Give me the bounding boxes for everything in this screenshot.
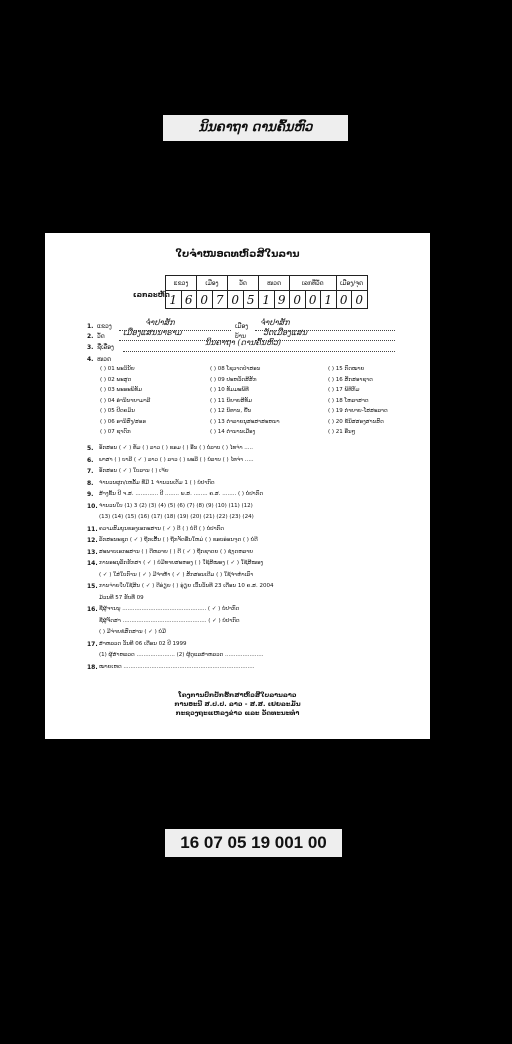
category-option: ( ) 07 ຊາດົກ xyxy=(100,429,131,435)
village-label: ບ້ານ xyxy=(235,333,246,340)
code-header: ເມືອງ xyxy=(197,276,228,291)
category-option: ( ) 06 ອານິສົງ/ສອຣ xyxy=(100,418,147,425)
form-row xyxy=(87,491,427,503)
row-number: 12. xyxy=(87,537,98,544)
category-option: ( ) 08 ໂຊວາດປ່າສອນ xyxy=(210,366,261,372)
film-code-label: 16 07 05 19 001 00 xyxy=(165,829,342,857)
row-number: 13. xyxy=(87,548,98,556)
code-header: ເລກທີ່ວັດ xyxy=(290,276,337,291)
row-number: 17. xyxy=(87,640,98,648)
form-row xyxy=(87,514,427,526)
form-row xyxy=(87,629,427,641)
row-number: 3. xyxy=(87,344,94,351)
row-number: 8. xyxy=(87,479,94,487)
village-value: ວັດເມືອງແສນ xyxy=(263,328,308,337)
film-header-label: ນິນຄາຖາ ດານຄົ້ນຫົວ xyxy=(163,115,348,141)
district-value: ຈໍາປາສັກ xyxy=(260,318,290,327)
category-column xyxy=(328,366,388,440)
code-digit: 5 xyxy=(243,291,259,309)
row-number: 6. xyxy=(87,456,94,464)
form-row xyxy=(87,572,427,584)
form-row xyxy=(87,457,427,469)
category-option: ( ) 11 ນິຍາຍສີທັມ xyxy=(210,397,253,404)
category-option: ( ) 18 ໂຫລາສາດ xyxy=(328,397,369,404)
row-number: 7. xyxy=(87,468,94,475)
form-row xyxy=(87,549,427,561)
category-option: ( ) 16 ສັກສອາຊາດ xyxy=(328,376,373,383)
code-digit: 0 xyxy=(290,291,306,309)
row-number: 4. xyxy=(87,356,94,363)
category-option: ( ) 19 ກໍາຍາຍ-ໂສສະລາດ xyxy=(328,408,388,414)
form-rows xyxy=(87,445,427,675)
row-number: 9. xyxy=(87,491,94,498)
category-option: ( ) 14 ຕໍານານເມືອງ xyxy=(210,429,256,435)
row-text: (13) (14) (15) (16) (17) (18) (19) (20) (21) (22) (23) (24) xyxy=(99,514,254,520)
row-text: ການຈ່າຍໃບໃຊ້ສິນ ( ✓ ) ດີອ່ຽຍ ( ) ອຸ່ຽຍ ເວົ້ນວັນທີ 23 ເດືອນ 10 ຄ.ສ. 2004 xyxy=(99,583,274,589)
temple-value: ເມືອງແສນນາຣາມ xyxy=(123,328,182,337)
form-row xyxy=(87,445,427,457)
code-header: ໜວດ xyxy=(259,276,290,291)
row-text: ສໍາຫລວດ ວັນທີ 06 ເດືອນ 02 ປີ 1999 xyxy=(99,640,187,647)
form-row xyxy=(87,560,427,572)
row-text: ສ້າງຂຶ້ນ ປີ ຈ.ສ. ............. ປີ ........ ພ.ສ. ........ ຄ.ສ. ........ ( ) ບໍ່ປາກົດ xyxy=(99,491,264,497)
code-digit: 0 xyxy=(336,291,352,309)
form-row xyxy=(87,503,427,515)
row-number: 14. xyxy=(87,560,98,567)
footer-line: ການອະນີ ສ.ປ.ປ. ລາວ - ສ.ສ. ເຢຍລະມັນ xyxy=(174,700,301,708)
form-row xyxy=(87,595,427,607)
code-digit: 0 xyxy=(228,291,244,309)
footer-line: ກະຊວງຖະແຫລງຂ່າວ ແລະ ວັດທະນະທໍາ xyxy=(175,709,300,717)
row-text: ລັກສະນະຊຸດ ( ✓ ) ຖືກເສັ້ນ ( ) ຖືກຈັດອື່ນໃຫມ່ ( ) ຂອບອ່ອນຈຸດ ( ) ບໍ່ດີ xyxy=(99,537,258,543)
form-row xyxy=(87,652,427,664)
form-row xyxy=(87,664,427,676)
code-digit: 1 xyxy=(321,291,337,309)
title-value: ນິນຄາຖາ (ດານຄົ້ນຫົວ) xyxy=(205,338,281,347)
form-row xyxy=(87,641,427,653)
code-digit: 7 xyxy=(212,291,228,309)
category-label: ໜວດ xyxy=(97,356,111,363)
category-option: ( ) 09 ປະຫວັດສີສັກ xyxy=(210,376,257,383)
code-header: ແຂວງ xyxy=(166,276,197,291)
form-row xyxy=(87,537,427,549)
category-option: ( ) 12 ນິທານ, ຢື້ນ xyxy=(210,408,252,414)
row-text: ການອະນຸລັກຮັກສາ ( ✓ ) ບໍ່ມີທາຍສະຫອງ ( ) ໃຊ້ສີໝອງ ( ✓ ) ໃຊ້ສີໝອງ xyxy=(99,560,264,566)
code-header: ວັດ xyxy=(228,276,259,291)
form-row xyxy=(87,583,427,595)
code-header: ເມືອງ/ຈຸດ xyxy=(336,276,367,291)
row-text: ຄວາມສົມບູນຂອງເອກະສານ ( ✓ ) ດີ ( ) ບໍ່ດີ ( ) ບໍ່ປາກົດ xyxy=(99,525,224,532)
row-text: ອັກສອນ ( ✓ ) ໃບລານ ( ) ເຈ້ຍ xyxy=(99,468,169,474)
category-column xyxy=(210,366,280,440)
code-digit: 0 xyxy=(305,291,321,309)
row-text: ສະພາບເອກະສານ ( ) ດີຫລາຍ ( ) ດີ ( ✓ ) ຖືກຊາດຍ ( ) ຊໍາຸດຫລາຍ xyxy=(99,548,254,555)
category-option: ( ) 21 ອື່ນໆ xyxy=(328,429,356,435)
row-text: ຊື່ຜູ້ຈານນຸ ................................................ ( ✓ ) ບໍ່ປາກົດ xyxy=(99,606,240,612)
footer-line: ໂຄງການປົກປັກຮັກສາຫົວສີໃບລານລາວ xyxy=(178,691,297,699)
row-number: 10. xyxy=(87,502,98,510)
form-row xyxy=(87,468,427,480)
code-label: ເລກລະຫັດ xyxy=(133,291,170,299)
district-label: ເມືອງ xyxy=(235,323,249,330)
row-number: 2. xyxy=(87,333,94,340)
title-label: ຊື່ເລື່ອງ xyxy=(97,344,114,351)
category-option: ( ) 05 ປີດຄມິນ xyxy=(100,408,135,414)
row-number: 16. xyxy=(87,606,98,613)
category-option: ( ) 02 ພະສູດ xyxy=(100,376,132,383)
code-digit: 0 xyxy=(197,291,213,309)
form-title: ໃບຈໍາໜອດທຫົວສີໃນລານ xyxy=(175,249,300,260)
code-digit: 9 xyxy=(274,291,290,309)
form-row xyxy=(87,480,427,492)
category-option: ( ) 15 ກົດໝາຍ xyxy=(328,366,365,372)
row-text: ອັກສອນ ( ✓ ) ທັມ ( ) ລາວ ( ) ຂອມ ( ) ອື່ນ ( ) ບໍ່ລາບ ( ) ໄທຈ່າ ..... xyxy=(99,445,254,451)
row-text: ຈໍານວນໃບ (1) 3 (2) (3) (4) (5) (6) (7) (8) (9) (10) (11) (12) xyxy=(99,502,253,509)
row-text: ມ້ວນທີ 57 ຮັບທີ່ 09 xyxy=(99,594,144,601)
row-text: ( ✓ ) ໃສ່ໃບກົານ ( ✓ ) ມີຈໍາຫໍ້າ ( ✓ ) ສັກສອນເດີມ ( ) ໃຊ້ຈໍາຫໍ່າເລົາ xyxy=(99,571,254,578)
form-row xyxy=(87,618,427,630)
row-number: 11. xyxy=(87,525,98,533)
row-text: (1) ຜູ້ສໍາຫລວດ ...................... (2) ຜູ້ດູແລສໍາຫລວດ ...................... xyxy=(99,652,264,658)
row-number: 18. xyxy=(87,663,98,671)
category-option: ( ) 01 ພະວິນັຍ xyxy=(100,366,135,372)
row-text: ຈໍານວນຜູກ/ເຫລັ້ມ ທີ່ມີ 1 ຈໍານວນເຕັມ 1 ( ) ບໍ່ປາກົດ xyxy=(99,479,215,486)
category-option: ( ) 13 ຕໍາລາຍນຸສະສາສະຫນາ xyxy=(210,418,280,425)
row-number: 15. xyxy=(87,583,98,590)
code-digit: 6 xyxy=(181,291,197,309)
province-label: ແຂວງ xyxy=(97,323,112,330)
row-number: 1. xyxy=(87,323,94,330)
row-text: ( ) ມີຈ່າຍຂໍສົດສານ ( ✓ ) ບໍ່ມີ xyxy=(99,629,166,635)
form-row xyxy=(87,606,427,618)
category-option: ( ) 17 ພິທີກັມ xyxy=(328,387,360,393)
form-footer xyxy=(45,691,430,718)
code-digit: 1 xyxy=(166,291,182,309)
code-digit: 1 xyxy=(259,291,275,309)
category-option: ( ) 10 ທັມມະພິທີ xyxy=(210,387,249,393)
temple-label: ວັດ xyxy=(97,333,105,340)
category-option: ( ) 03 ພະອະພິທັມ xyxy=(100,387,142,393)
province-value: ຈໍາປາສັກ xyxy=(145,318,175,327)
fill-line xyxy=(123,351,395,352)
manuscript-form xyxy=(45,233,430,739)
row-text: ພາສາ ( ) ບາລີ ( ✓ ) ລາວ ( ) ລາວ ( ) ພະລີ ( ) ບໍ່ລາບ ( ) ໄທຈ່າ ..... xyxy=(99,456,254,463)
row-text: ຊື່ຜູ້ຈັດສາ ................................................ ( ✓ ) ບໍ່ປາກົດ xyxy=(99,617,240,624)
row-number: 5. xyxy=(87,445,94,452)
code-table xyxy=(165,275,368,309)
form-row xyxy=(87,526,427,538)
category-option: ( ) 04 ອໍານິນາຍາມາລີ xyxy=(100,397,151,404)
category-column xyxy=(100,366,150,440)
code-digit: 0 xyxy=(352,291,368,309)
row-text: ໝາຍເຫດ ........................................................................... xyxy=(99,663,255,670)
category-option: ( ) 20 ຂໍ້ນິສສອງສານສົດ xyxy=(328,418,384,425)
